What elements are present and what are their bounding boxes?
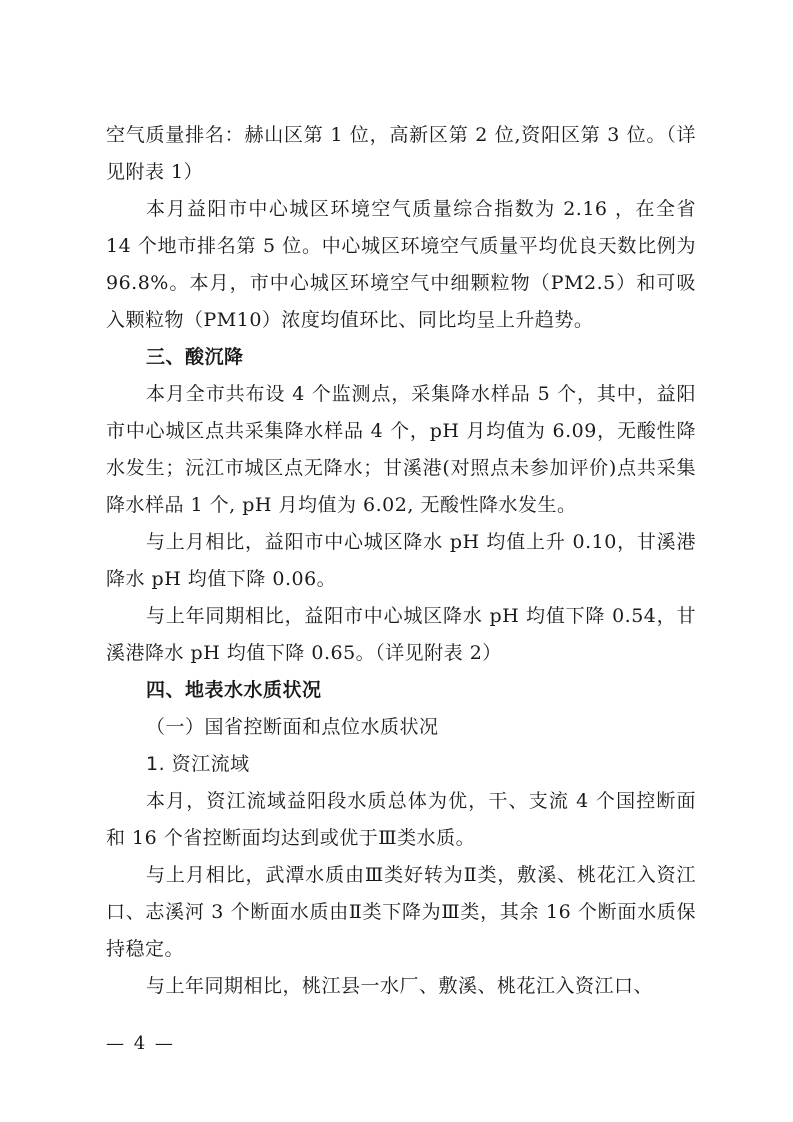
subsection-heading-zijiang-basin: 1. 资江流域 [146,753,250,775]
paragraph-zijiang-year-compare: 与上年同期相比，桃江县一水厂、敷溪、桃花江入资江口、 [146,975,654,997]
paragraph-acid-year-compare: 与上年同期相比，益阳市中心城区降水 pH 均值下降 0.54，甘溪港降水 pH 均值下降 0.65。（详见附表 2） [106,605,696,664]
paragraph-zijiang-month-compare: 与上月相比，武潭水质由Ⅲ类好转为Ⅱ类，敷溪、桃花江入资江口、志溪河 3 个断面水质由Ⅱ类下降为Ⅲ类，其余 16 个断面水质保持稳定。 [106,864,696,960]
section-heading-acid-deposition: 三、酸沉降 [146,346,244,368]
paragraph-zijiang-overall: 本月，资江流域益阳段水质总体为优，干、支流 4 个国控断面和 16 个省控断面均达到或优于Ⅲ类水质。 [106,790,696,849]
paragraph-acid-monitoring: 本月全市共布设 4 个监测点，采集降水样品 5 个，其中，益阳市中心城区点共采集降水样品 4 个，pH 月均值为 6.09，无酸性降水发生；沅江市城区点无降水；甘溪港(对照点未参加评价)点共采集降水样品 1 个, pH 月均值为 6.02, 无酸性降水发生。 [106,383,696,516]
section-heading-surface-water: 四、地表水水质状况 [146,679,322,701]
paragraph-air-quality-index: 本月益阳市中心城区环境空气质量综合指数为 2.16 ，在全省 14 个地市排名第 5 位。中心城区环境空气质量平均优良天数比例为 96.8%。本月，市中心城区环境空气中细颗粒物（PM2.5）和可吸入颗粒物（PM10）浓度均值环比、同比均呈上升趋势。 [106,198,696,331]
paragraph-air-ranking: 空气质量排名：赫山区第 1 位，高新区第 2 位,资阳区第 3 位。（详见附表 1） [106,124,696,183]
paragraph-acid-month-compare: 与上月相比，益阳市中心城区降水 pH 均值上升 0.10，甘溪港降水 pH 均值下降 0.06。 [106,531,696,590]
page-number: — 4 — [106,1033,175,1054]
subsection-heading-control-sections: （一）国省控断面和点位水质状况 [146,716,439,738]
document-body [106,117,696,1005]
